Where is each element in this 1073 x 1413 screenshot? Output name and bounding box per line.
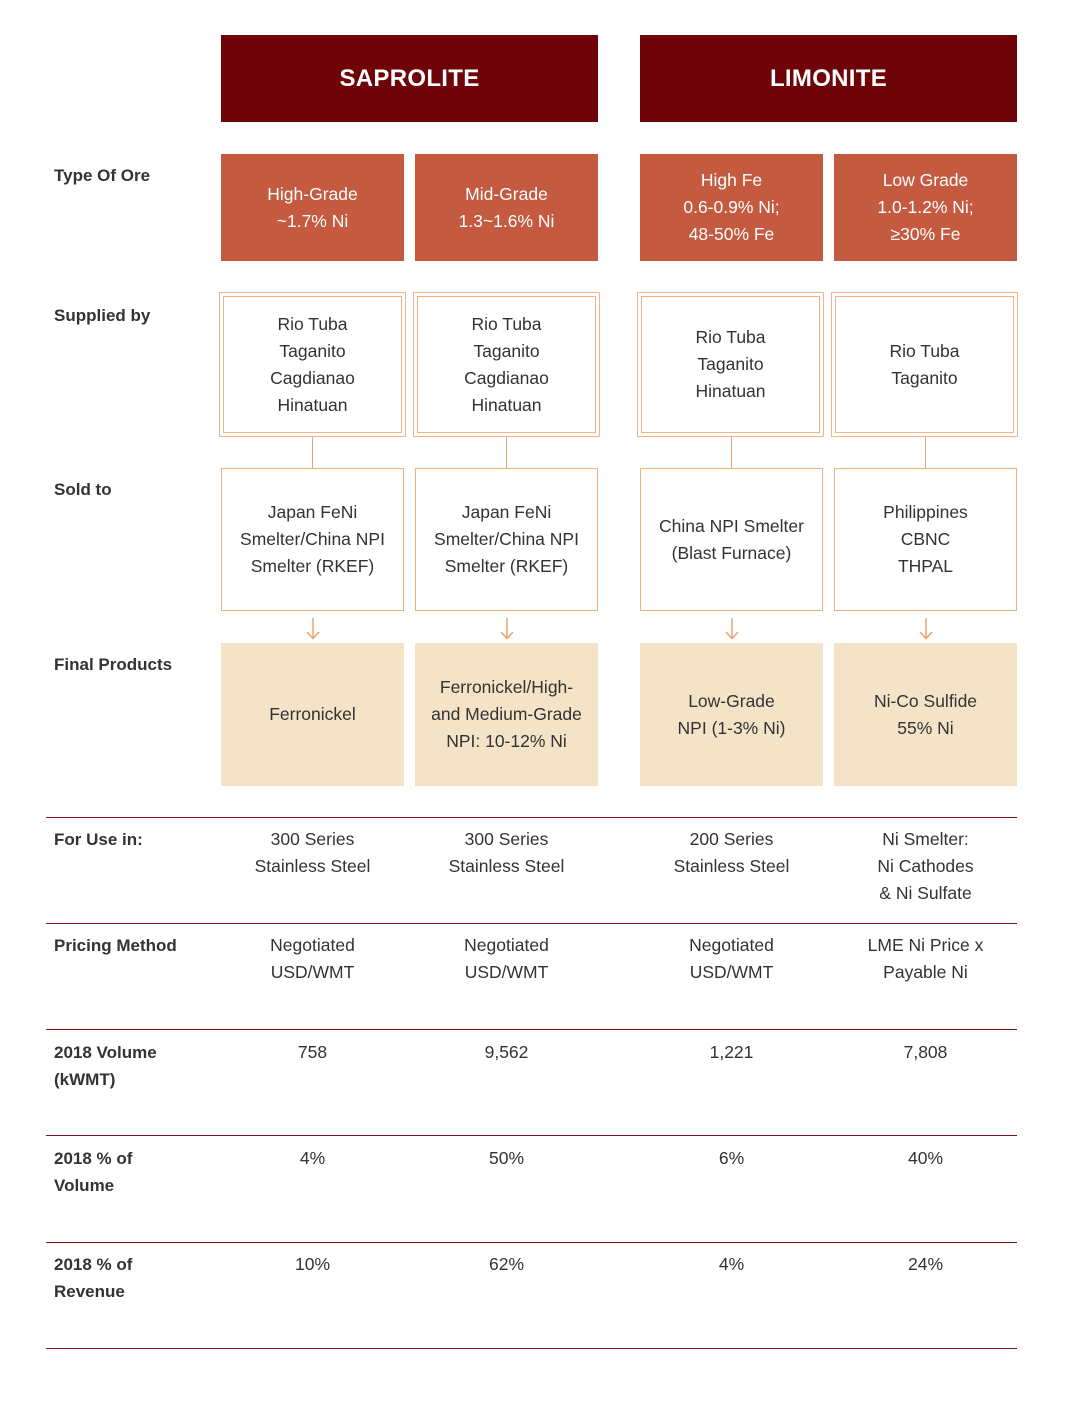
table-cell: 6% <box>718 1148 745 1168</box>
row-label-type-of-ore: Type Of Ore <box>54 166 151 185</box>
table-cell: 7,808 <box>903 1042 948 1062</box>
row-label-pct-revenue: 2018 % of Revenue <box>54 1255 133 1301</box>
down-arrow-icon <box>306 618 320 640</box>
product-box-col2: Ferronickel/High- and Medium-Grade NPI: 10-12% Ni <box>415 643 598 786</box>
table-rule <box>46 1135 1017 1136</box>
table-cell: Negotiated USD/WMT <box>689 935 774 982</box>
table-cell: 300 Series Stainless Steel <box>448 829 565 876</box>
connector-line <box>506 437 508 468</box>
table-cell: Negotiated USD/WMT <box>270 935 355 982</box>
table-cell: 40% <box>907 1148 944 1168</box>
saprolite-header <box>221 35 598 122</box>
row-label-for-use-in: For Use in: <box>54 830 143 849</box>
limonite-header-label: LIMONITE <box>769 64 888 92</box>
buyer-box-col4: Philippines CBNC THPAL <box>834 468 1017 611</box>
product-box-col1: Ferronickel <box>221 643 404 786</box>
product-box-col3: Low-Grade NPI (1-3% Ni) <box>640 643 823 786</box>
table-cell: 4% <box>718 1254 745 1274</box>
buyer-box-col3: China NPI Smelter (Blast Furnace) <box>640 468 823 611</box>
supplier-list: Rio Tuba Taganito Cagdianao Hinatuan <box>270 313 355 415</box>
table-cell: Ni Smelter: Ni Cathodes & Ni Sulfate <box>877 829 974 903</box>
supplier-list: Rio Tuba Taganito Hinatuan <box>695 327 766 401</box>
buyer-box-col2: Japan FeNi Smelter/China NPI Smelter (RKEF) <box>415 468 598 611</box>
table-rule <box>46 1348 1017 1349</box>
saprolite-header-label: SAPROLITE <box>339 64 480 92</box>
table-rule <box>46 1242 1017 1243</box>
table-cell: 200 Series Stainless Steel <box>673 829 790 876</box>
down-arrow-icon <box>725 618 739 640</box>
connector-line <box>925 437 927 468</box>
supplier-box-col2 <box>413 292 600 437</box>
ore-box-col4: Low Grade 1.0-1.2% Ni; ≥30% Fe <box>834 154 1017 261</box>
down-arrow-icon <box>500 618 514 640</box>
table-rule <box>46 817 1017 818</box>
supplier-box-col3 <box>637 292 824 437</box>
row-label-volume: 2018 Volume (kWMT) <box>54 1043 157 1089</box>
table-rule <box>46 923 1017 924</box>
supplier-list: Rio Tuba Taganito <box>889 340 960 388</box>
table-cell: 1,221 <box>709 1042 754 1062</box>
supplier-box-col1 <box>219 292 406 437</box>
ore-box-col2: Mid-Grade 1.3~1.6% Ni <box>415 154 598 261</box>
supplier-list: Rio Tuba Taganito Cagdianao Hinatuan <box>464 313 549 415</box>
row-label-supplied-by: Supplied by <box>54 306 151 325</box>
table-cell: Negotiated USD/WMT <box>464 935 549 982</box>
ore-box-col1: High-Grade ~1.7% Ni <box>221 154 404 261</box>
down-arrow-icon <box>919 618 933 640</box>
table-cell: LME Ni Price x Payable Ni <box>867 935 984 982</box>
row-label-pricing-method: Pricing Method <box>54 936 177 955</box>
table-rule <box>46 1029 1017 1030</box>
product-box-col4: Ni-Co Sulfide 55% Ni <box>834 643 1017 786</box>
table-cell: 9,562 <box>484 1042 529 1062</box>
table-cell: 4% <box>299 1148 326 1168</box>
connector-line <box>312 437 314 468</box>
table-cell: 62% <box>488 1254 525 1274</box>
supplier-box-col4 <box>831 292 1018 437</box>
connector-line <box>731 437 733 468</box>
row-label-sold-to: Sold to <box>54 480 112 499</box>
table-cell: 50% <box>488 1148 525 1168</box>
ore-box-col3: High Fe 0.6-0.9% Ni; 48-50% Fe <box>640 154 823 261</box>
row-label-pct-volume: 2018 % of Volume <box>54 1149 133 1195</box>
buyer-box-col1: Japan FeNi Smelter/China NPI Smelter (RKEF) <box>221 468 404 611</box>
limonite-header <box>640 35 1017 122</box>
table-cell: 24% <box>907 1254 944 1274</box>
table-cell: 758 <box>297 1042 328 1062</box>
row-label-final-products: Final Products <box>54 655 173 674</box>
table-cell: 300 Series Stainless Steel <box>254 829 371 876</box>
table-cell: 10% <box>294 1254 331 1274</box>
